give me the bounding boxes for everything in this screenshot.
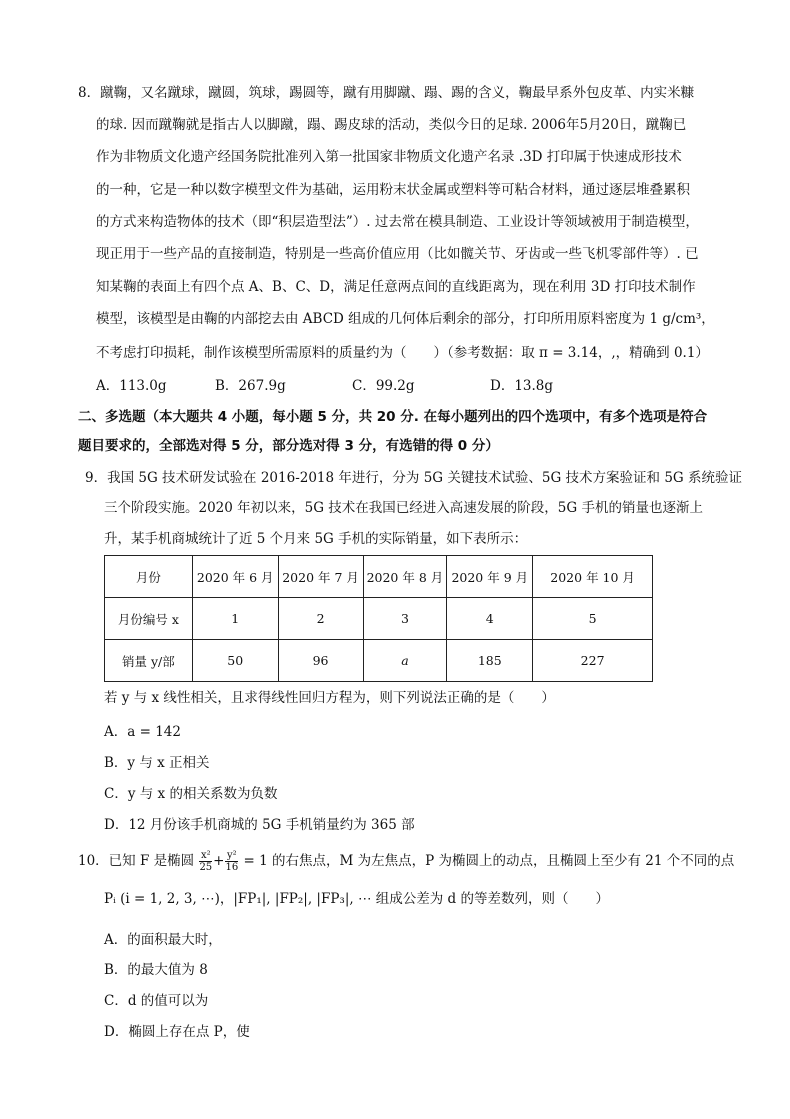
q8-line-7: 知某鞠的表面上有四个点 A、B、C、D，满足任意两点间的直线距离为，现在利用 3D 打印技术制作 (96, 279, 696, 295)
fraction-x2-25 (199, 850, 212, 873)
fraction-y2-16 (225, 850, 238, 873)
table-row (105, 640, 653, 682)
q8-line-6: 现正用于一些产品的直接制造，特别是一些高价值应用（比如髋关节、牙齿或一些飞机零部件等）. 已 (96, 246, 699, 262)
q8-line-5: 的方式来构造物体的技术（即“积层造型法”）. 过去常在模具制造、工业设计等领域被用于制造模型， (96, 214, 699, 230)
q8-line-4: 的一种，它是一种以数字模型文件为基础，运用粉末状金属或塑料等可粘合材料，通过逐层堆叠累积 (96, 182, 690, 198)
table-cell: 185 (447, 640, 533, 682)
q10-text-a: 10．已知 F 是椭圆 (78, 853, 195, 869)
q9-line-1: 9．我国 5G 技术研发试验在 2016-2018 年进行，分为 5G 关键技术试验、5G 技术方案验证和 5G 系统验证 (85, 470, 742, 486)
fraction-numerator: x² (200, 850, 211, 861)
table-cell: a (363, 640, 447, 682)
q8-option-c: C．99.2g (352, 378, 415, 394)
table-cell: 2020 年 9 月 (447, 556, 533, 598)
q9-option-a: A．a = 142 (104, 724, 181, 740)
q10-option-c: C．d 的值可以为 (104, 993, 209, 1009)
q8-option-d: D．13.8g (490, 378, 554, 394)
table-cell: 4 (447, 598, 533, 640)
q9-statement: 若 y 与 x 线性相关，且求得线性回归方程为，则下列说法正确的是（ ） (104, 690, 555, 706)
q9-option-d: D．12 月份该手机商城的 5G 手机销量约为 365 部 (104, 817, 415, 833)
q8-option-b: B．267.9g (215, 378, 286, 394)
table-cell: 2020 年 7 月 (278, 556, 363, 598)
table-row (105, 598, 653, 640)
table-cell: 2020 年 6 月 (192, 556, 278, 598)
q8-line-2: 的球. 因而蹴鞠就是指古人以脚蹴，蹋、踢皮球的活动，类似今日的足球. 2006年5月20日，蹴鞠已 (96, 117, 687, 133)
q9-line-2: 三个阶段实施。2020 年初以来，5G 技术在我国已经进入高速发展的阶段，5G 手机的销量也逐渐上 (104, 500, 703, 516)
q9-option-c: C．y 与 x 的相关系数为负数 (104, 786, 278, 802)
table-cell: 3 (363, 598, 447, 640)
q10-option-d: D．椭圆上存在点 P，使 (104, 1024, 250, 1040)
table-row (105, 556, 653, 598)
table-cell: 2020 年 10 月 (533, 556, 653, 598)
section-2-line-2: 题目要求的，全部选对得 5 分，部分选对得 3 分，有选错的得 0 分） (78, 438, 499, 454)
q10-line-2: Pᵢ (i = 1, 2, 3, ⋯)，|FP₁|, |FP₂|, |FP₃|, ⋯ 组成公差为 d 的等差数列，则（ ） (104, 891, 609, 907)
q10-line-1 (78, 850, 734, 873)
q8-line-8: 模型，该模型是由鞠的内部挖去由 ABCD 组成的几何体后剩余的部分，打印所用原料密度为 1 g/cm³， (96, 311, 715, 327)
sales-table (104, 555, 653, 682)
table-cell: 227 (533, 640, 653, 682)
fraction-numerator: y² (227, 850, 237, 861)
fraction-denominator: 25 (199, 862, 213, 873)
q8-option-a: A．113.0g (96, 378, 167, 394)
table-cell: 月份编号 x (105, 598, 193, 640)
q9-option-b: B．y 与 x 正相关 (104, 755, 210, 771)
q8-line-1: 8．蹴鞠，又名蹴球，蹴圆，筑球，踢圆等，蹴有用脚蹴、蹋、踢的含义，鞠最早系外包皮革、内实米糠 (78, 85, 695, 101)
q8-line-9: 不考虑打印损耗，制作该模型所需原料的质量约为（ ）（参考数据：取 π = 3.14，,，精确到 0.1） (96, 345, 709, 361)
table-cell: 2 (278, 598, 363, 640)
q10-text-b: = 1 的右焦点，M 为左焦点，P 为椭圆上的动点，且椭圆上至少有 21 个不同的点 (243, 853, 735, 869)
table-cell: 销量 y/部 (105, 640, 193, 682)
fraction-denominator: 16 (225, 862, 239, 873)
table-cell: 50 (192, 640, 278, 682)
q8-line-3: 作为非物质文化遗产经国务院批准列入第一批国家非物质文化遗产名录 .3D 打印属于快速成形技术 (96, 149, 682, 165)
section-2-line-1: 二、多选题（本大题共 4 小题，每小题 5 分，共 20 分. 在每小题列出的四个选项中，有多个选项是符合 (78, 409, 708, 425)
table-cell: 2020 年 8 月 (363, 556, 447, 598)
q10-option-a: A．的面积最大时， (104, 932, 222, 948)
table-cell: 1 (192, 598, 278, 640)
table-cell: 96 (278, 640, 363, 682)
q9-line-3: 升，某手机商城统计了近 5 个月来 5G 手机的实际销量，如下表所示： (104, 531, 528, 547)
table-cell: 5 (533, 598, 653, 640)
q10-option-b: B．的最大值为 8 (104, 962, 208, 978)
table-cell: 月份 (105, 556, 193, 598)
plus-sign: + (213, 853, 225, 869)
